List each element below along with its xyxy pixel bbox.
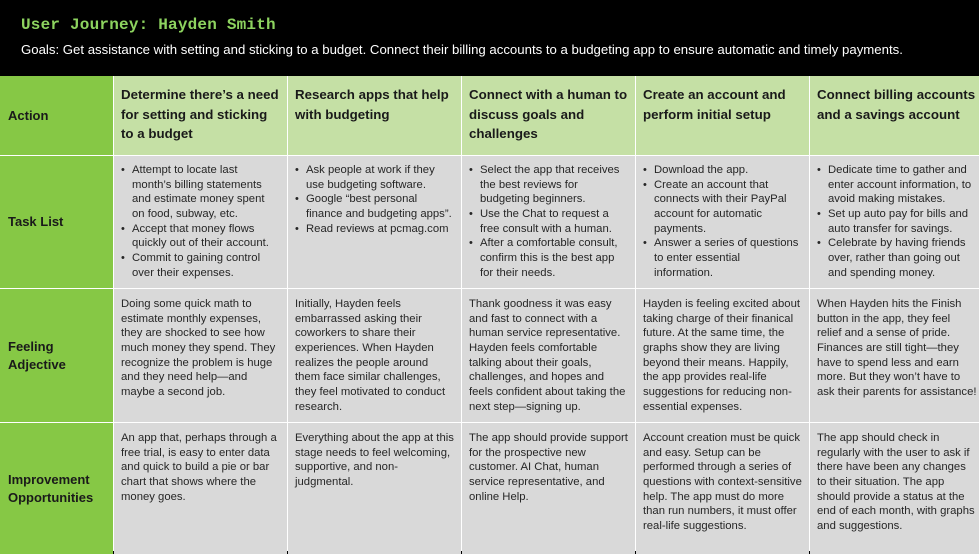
list-item: • Answer a series of questions to enter essential information. — [640, 236, 802, 280]
stage-1-action: Determine there’s a need for setting and sticking to a budget — [114, 76, 287, 155]
stage-5-action: Connect billing accounts and a savings account — [810, 76, 979, 155]
list-item: • Dedicate time to gather and enter account information, to avoid making mistakes. — [814, 163, 977, 207]
stage-4-action: Create an account and perform initial setup — [636, 76, 809, 155]
row-label-action: Action — [0, 76, 113, 155]
list-item: • Create an account that connects with their PayPal account for automatic payments. — [640, 178, 802, 237]
stage-3-action: Connect with a human to discuss goals and challenges — [462, 76, 635, 155]
page-title: User Journey: Hayden Smith — [21, 16, 276, 34]
stage-5-improvement: The app should check in regularly with the user to ask if there have been any changes to their situation. The app should provide a status at the end of each month, with graphs and suggestions. — [810, 423, 979, 554]
list-item: • Commit to gaining control over their expenses. — [118, 251, 280, 280]
stage-5-feeling: When Hayden hits the Finish button in the app, they feel relief and a sense of pride. Finances are still tight—they have to spend less and earn more. But they won’t have to ask their parents for assistance! — [810, 289, 979, 422]
list-item: • Celebrate by having friends over, rather than going out and spending money. — [814, 236, 977, 280]
stage-3-feeling: Thank goodness it was easy and fast to connect with a human service representative. Hayden feels comfortable talking about their goals, challenges, and hopes and feels confident about taking the next step—signing up. — [462, 289, 635, 422]
list-item: • Select the app that receives the best reviews for budgeting beginners. — [466, 163, 628, 207]
list-item: • Attempt to locate last month’s billing statements and estimate money spent on food, subway, etc. — [118, 163, 280, 222]
stage-4-improvement: Account creation must be quick and easy. Setup can be performed through a series of questions with context-sensitive help. The app must do more than run numbers, it must offer real-life suggestions. — [636, 423, 809, 554]
list-item: • After a comfortable consult, confirm this is the best app for their needs. — [466, 236, 628, 280]
stage-4-tasks — [636, 156, 809, 288]
stage-2-improvement: Everything about the app at this stage needs to feel welcoming, supportive, and non-judgmental. — [288, 423, 461, 554]
list-item: • Set up auto pay for bills and auto transfer for savings. — [814, 207, 977, 236]
list-item: • Download the app. — [640, 163, 802, 178]
stage-1-feeling: Doing some quick math to estimate monthly expenses, they are shocked to see how much money they spend. They recognize the problem is huge and they need help—and maybe a second job. — [114, 289, 287, 422]
goals-text: Goals: Get assistance with setting and sticking to a budget. Connect their billing accounts to a budgeting app to ensure automatic and timely payments. — [21, 42, 903, 57]
journey-table — [0, 76, 979, 551]
stage-1-improvement: An app that, perhaps through a free trial, is easy to enter data and quick to build a pie or bar chart that shows where the money goes. — [114, 423, 287, 554]
stage-2-feeling: Initially, Hayden feels embarrassed asking their coworkers to share their experiences. When Hayden realizes the people around them face similar challenges, they feel motivated to conduct research. — [288, 289, 461, 422]
stage-1-tasks — [114, 156, 287, 288]
list-item: • Google “best personal finance and budgeting apps”. — [292, 192, 454, 221]
row-label-improvement: Improvement Opportunities — [0, 423, 113, 554]
list-item: • Use the Chat to request a free consult with a human. — [466, 207, 628, 236]
row-label-task-list: Task List — [0, 156, 113, 288]
stage-4-feeling: Hayden is feeling excited about taking charge of their finanical future. At the same time, the graphs show they are living beyond their means. Happily, the app provides real-life suggestions for reducing non-essential expenses. — [636, 289, 809, 422]
stage-2-tasks — [288, 156, 461, 288]
list-item: • Accept that money flows quickly out of their account. — [118, 222, 280, 251]
list-item: • Read reviews at pcmag.com — [292, 222, 454, 237]
stage-2-action: Research apps that help with budgeting — [288, 76, 461, 155]
list-item: • Ask people at work if they use budgeting software. — [292, 163, 454, 192]
stage-3-tasks — [462, 156, 635, 288]
stage-5-tasks — [810, 156, 979, 288]
row-label-feeling: Feeling Adjective — [0, 289, 113, 422]
header — [0, 0, 979, 76]
stage-3-improvement: The app should provide support for the prospective new customer. AI Chat, human service representative, and online Help. — [462, 423, 635, 554]
